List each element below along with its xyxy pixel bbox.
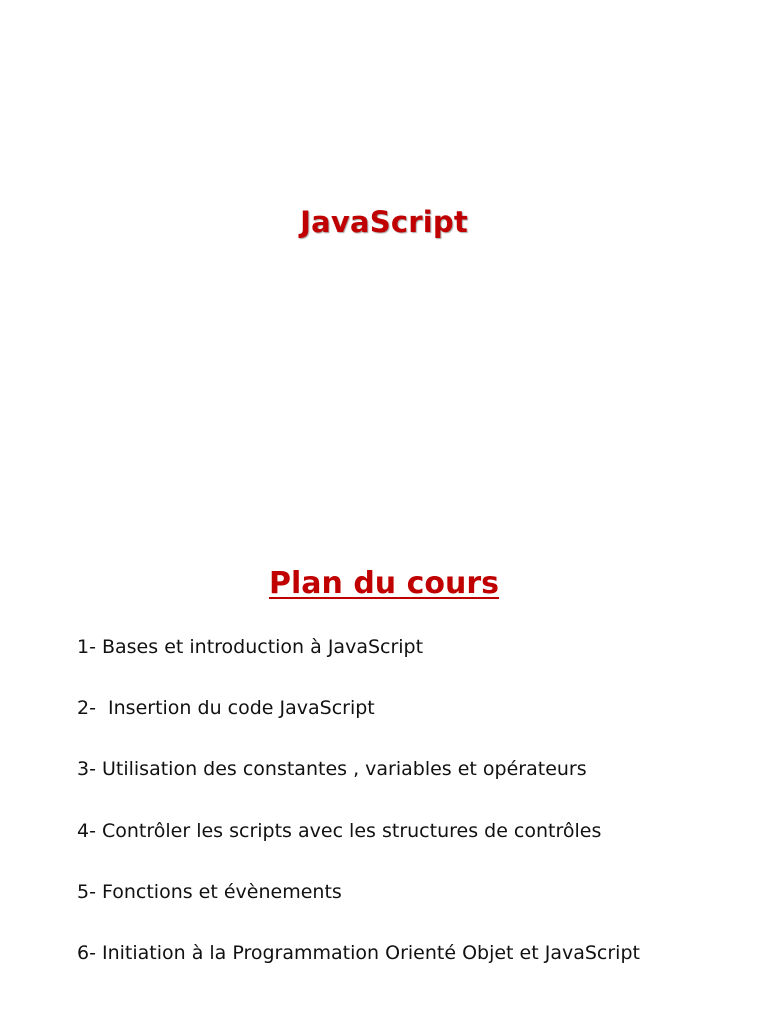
plan-list: [77, 633, 640, 1000]
plan-item-1: 1- Bases et introduction à JavaScript: [77, 636, 424, 658]
plan-item-3: 3- Utilisation des constantes , variables et opérateurs: [77, 758, 587, 781]
plan-item-4: 4- Contrôler les scripts avec les structures de contrôles: [77, 819, 602, 842]
slide-title: JavaScript: [300, 205, 468, 239]
plan-heading: Plan du cours: [269, 566, 499, 601]
plan-item-2: 2- Insertion du code JavaScript: [77, 697, 375, 720]
plan-item-6: 6- Initiation à la Programmation Orienté Objet et JavaScript: [77, 941, 640, 964]
plan-item-5: 5- Fonctions et évènements: [77, 880, 342, 903]
